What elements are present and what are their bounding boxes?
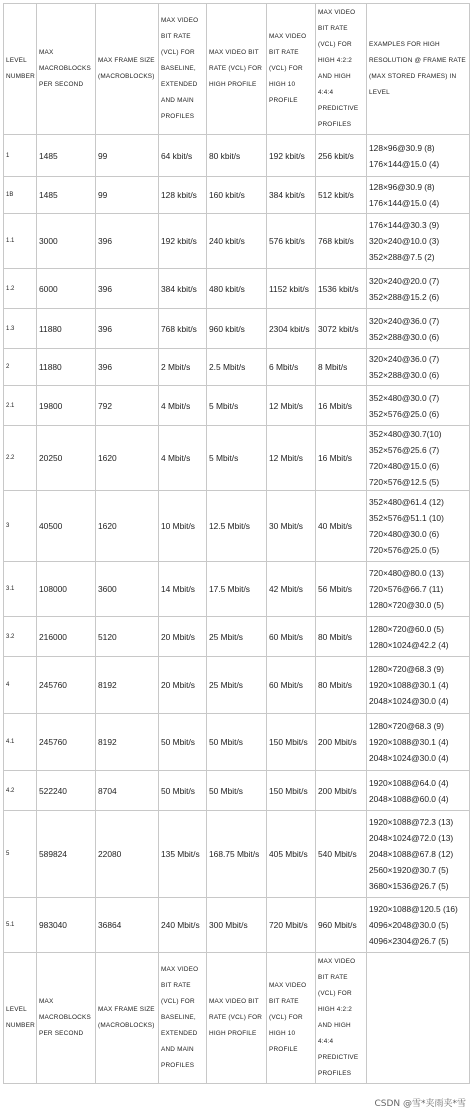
cell-base: 384 kbit/s — [159, 269, 207, 309]
cell-base: 2 Mbit/s — [159, 349, 207, 386]
cell-high422: 960 Mbit/s — [316, 898, 367, 953]
cell-high422: 256 kbit/s — [316, 135, 367, 177]
footer-header-row — [4, 953, 470, 1084]
cell-high: 5 Mbit/s — [207, 426, 267, 491]
cell-frame: 22080 — [96, 811, 159, 898]
example-line: 720×576@12.5 (5) — [369, 477, 440, 487]
cell-level: 1 — [4, 135, 37, 177]
cell-high: 168.75 Mbit/s — [207, 811, 267, 898]
cell-high: 25 Mbit/s — [207, 617, 267, 657]
cell-high10: 150 Mbit/s — [267, 771, 316, 811]
cell-level: 2 — [4, 349, 37, 386]
header-max-frame-size: MAX FRAME SIZE (MACROBLOCKS) — [96, 4, 159, 135]
footer-max-macroblocks: MAX MACROBLOCKS PER SECOND — [37, 953, 96, 1084]
cell-base: 135 Mbit/s — [159, 811, 207, 898]
example-line: 720×480@80.0 (13) — [369, 568, 444, 578]
cell-base: 64 kbit/s — [159, 135, 207, 177]
header-bitrate-high: MAX VIDEO BIT RATE (VCL) FOR HIGH PROFILE — [207, 4, 267, 135]
cell-frame: 396 — [96, 214, 159, 269]
table-row — [4, 386, 470, 426]
cell-high: 25 Mbit/s — [207, 657, 267, 714]
h264-levels-table — [3, 3, 470, 1084]
table-row — [4, 214, 470, 269]
cell-level: 1.3 — [4, 309, 37, 349]
header-row — [4, 4, 470, 135]
cell-level: 2.2 — [4, 426, 37, 491]
cell-mbps: 245760 — [37, 657, 96, 714]
cell-examples — [367, 617, 470, 657]
cell-mbps: 983040 — [37, 898, 96, 953]
cell-high: 160 kbit/s — [207, 177, 267, 214]
header-bitrate-baseline: MAX VIDEO BIT RATE (VCL) FOR BASELINE, EXTENDED AND MAIN PROFILES — [159, 4, 207, 135]
cell-high: 50 Mbit/s — [207, 771, 267, 811]
example-line: 352×480@30.0 (7) — [369, 392, 440, 403]
cell-level: 3 — [4, 491, 37, 562]
cell-high: 50 Mbit/s — [207, 714, 267, 771]
cell-level: 2.1 — [4, 386, 37, 426]
cell-examples — [367, 349, 470, 386]
cell-high: 5 Mbit/s — [207, 386, 267, 426]
example-line: 352×288@30.0 (6) — [369, 370, 440, 380]
header-bitrate-high422: MAX VIDEO BIT RATE (VCL) FOR HIGH 4:2:2 AND HIGH 4:4:4 PREDICTIVE PROFILES — [316, 4, 367, 135]
cell-examples — [367, 309, 470, 349]
cell-base: 50 Mbit/s — [159, 771, 207, 811]
example-line: 1280×1024@42.2 (4) — [369, 639, 449, 650]
cell-frame: 8192 — [96, 657, 159, 714]
cell-level: 4.1 — [4, 714, 37, 771]
cell-examples — [367, 811, 470, 898]
cell-high10: 60 Mbit/s — [267, 617, 316, 657]
cell-mbps: 11880 — [37, 349, 96, 386]
cell-base: 128 kbit/s — [159, 177, 207, 214]
cell-examples — [367, 269, 470, 309]
example-line: 1280×720@60.0 (5) — [369, 623, 444, 634]
example-line: 176×144@15.0 (4) — [369, 198, 440, 208]
table-row — [4, 657, 470, 714]
example-line: 1920×1088@30.1 (4) — [369, 680, 449, 690]
cell-mbps: 3000 — [37, 214, 96, 269]
table-row — [4, 349, 470, 386]
cell-high10: 720 Mbit/s — [267, 898, 316, 953]
example-line: 2048×1088@60.0 (4) — [369, 793, 449, 804]
cell-level: 1B — [4, 177, 37, 214]
example-line: 1920×1088@30.1 (4) — [369, 737, 449, 747]
table-row — [4, 771, 470, 811]
cell-base: 768 kbit/s — [159, 309, 207, 349]
cell-high422: 80 Mbit/s — [316, 657, 367, 714]
cell-high422: 56 Mbit/s — [316, 562, 367, 617]
cell-high: 240 kbit/s — [207, 214, 267, 269]
cell-high422: 540 Mbit/s — [316, 811, 367, 898]
cell-high422: 80 Mbit/s — [316, 617, 367, 657]
cell-high: 480 kbit/s — [207, 269, 267, 309]
table-row — [4, 309, 470, 349]
cell-level: 4 — [4, 657, 37, 714]
example-line: 1920×1088@64.0 (4) — [369, 777, 449, 788]
cell-frame: 3600 — [96, 562, 159, 617]
example-line: 1280×720@30.0 (5) — [369, 600, 444, 610]
cell-high422: 512 kbit/s — [316, 177, 367, 214]
cell-base: 4 Mbit/s — [159, 386, 207, 426]
header-bitrate-high10: MAX VIDEO BIT RATE (VCL) FOR HIGH 10 PROFILE — [267, 4, 316, 135]
cell-high: 300 Mbit/s — [207, 898, 267, 953]
cell-high422: 3072 kbit/s — [316, 309, 367, 349]
table-row — [4, 426, 470, 491]
example-line: 2048×1024@30.0 (4) — [369, 696, 449, 706]
footer-bitrate-baseline: MAX VIDEO BIT RATE (VCL) FOR BASELINE, EXTENDED AND MAIN PROFILES — [159, 953, 207, 1084]
cell-mbps: 1485 — [37, 177, 96, 214]
example-line: 4096×2048@30.0 (5) — [369, 920, 449, 930]
example-line: 352×576@25.6 (7) — [369, 445, 440, 455]
table-row — [4, 177, 470, 214]
example-line: 2048×1024@30.0 (4) — [369, 753, 449, 763]
cell-high: 960 kbit/s — [207, 309, 267, 349]
example-line: 128×96@30.9 (8) — [369, 182, 435, 192]
example-line: 352×576@25.0 (6) — [369, 408, 440, 419]
cell-mbps: 216000 — [37, 617, 96, 657]
cell-level: 5 — [4, 811, 37, 898]
cell-high: 12.5 Mbit/s — [207, 491, 267, 562]
example-line: 128×96@30.9 (8) — [369, 142, 435, 153]
cell-frame: 396 — [96, 349, 159, 386]
cell-high422: 16 Mbit/s — [316, 426, 367, 491]
watermark: CSDN @雪*夹雨夹*雪 — [374, 1099, 466, 1109]
cell-frame: 1620 — [96, 491, 159, 562]
cell-high10: 12 Mbit/s — [267, 386, 316, 426]
cell-frame: 99 — [96, 135, 159, 177]
cell-frame: 36864 — [96, 898, 159, 953]
cell-mbps: 245760 — [37, 714, 96, 771]
example-line: 320×240@10.0 (3) — [369, 236, 440, 246]
cell-frame: 8192 — [96, 714, 159, 771]
footer-bitrate-high422: MAX VIDEO BIT RATE (VCL) FOR HIGH 4:2:2 AND HIGH 4:4:4 PREDICTIVE PROFILES — [316, 953, 367, 1084]
example-line: 2048×1088@67.8 (12) — [369, 849, 454, 859]
example-line: 1920×1088@72.3 (13) — [369, 817, 454, 827]
cell-high422: 200 Mbit/s — [316, 771, 367, 811]
table-row — [4, 491, 470, 562]
table-row — [4, 562, 470, 617]
cell-base: 192 kbit/s — [159, 214, 207, 269]
cell-high422: 1536 kbit/s — [316, 269, 367, 309]
example-line: 320×240@36.0 (7) — [369, 315, 440, 326]
example-line: 352×288@7.5 (2) — [369, 252, 435, 262]
cell-examples — [367, 657, 470, 714]
cell-high: 80 kbit/s — [207, 135, 267, 177]
footer-empty-cell — [367, 953, 470, 1084]
cell-mbps: 1485 — [37, 135, 96, 177]
cell-high10: 384 kbit/s — [267, 177, 316, 214]
cell-mbps: 11880 — [37, 309, 96, 349]
example-line: 352×480@30.7(10) — [369, 429, 442, 439]
cell-high422: 40 Mbit/s — [316, 491, 367, 562]
footer-level-number: LEVEL NUMBER — [4, 953, 37, 1084]
cell-high10: 576 kbit/s — [267, 214, 316, 269]
table-row — [4, 811, 470, 898]
cell-base: 4 Mbit/s — [159, 426, 207, 491]
example-line: 1920×1088@120.5 (16) — [369, 904, 458, 914]
example-line: 4096×2304@26.7 (5) — [369, 936, 449, 946]
cell-frame: 8704 — [96, 771, 159, 811]
table-row — [4, 714, 470, 771]
cell-level: 1.2 — [4, 269, 37, 309]
cell-high: 2.5 Mbit/s — [207, 349, 267, 386]
example-line: 352×288@15.2 (6) — [369, 291, 440, 302]
cell-high10: 42 Mbit/s — [267, 562, 316, 617]
example-line: 1280×720@68.3 (9) — [369, 664, 444, 674]
cell-level: 1.1 — [4, 214, 37, 269]
table-row — [4, 269, 470, 309]
cell-high10: 60 Mbit/s — [267, 657, 316, 714]
cell-mbps: 589824 — [37, 811, 96, 898]
cell-base: 50 Mbit/s — [159, 714, 207, 771]
example-line: 352×480@61.4 (12) — [369, 497, 444, 507]
cell-high10: 1152 kbit/s — [267, 269, 316, 309]
example-line: 3680×1536@26.7 (5) — [369, 881, 449, 891]
cell-high10: 2304 kbit/s — [267, 309, 316, 349]
cell-high: 17.5 Mbit/s — [207, 562, 267, 617]
cell-mbps: 6000 — [37, 269, 96, 309]
cell-base: 10 Mbit/s — [159, 491, 207, 562]
cell-level: 3.2 — [4, 617, 37, 657]
cell-mbps: 19800 — [37, 386, 96, 426]
table-row — [4, 617, 470, 657]
example-line: 720×480@30.0 (6) — [369, 529, 440, 539]
cell-frame: 99 — [96, 177, 159, 214]
cell-base: 14 Mbit/s — [159, 562, 207, 617]
cell-mbps: 522240 — [37, 771, 96, 811]
header-examples: EXAMPLES FOR HIGH RESOLUTION @ FRAME RATE (MAX STORED FRAMES) IN LEVEL — [367, 4, 470, 135]
header-max-macroblocks: MAX MACROBLOCKS PER SECOND — [37, 4, 96, 135]
cell-examples — [367, 177, 470, 214]
example-line: 720×576@66.7 (11) — [369, 584, 444, 594]
example-line: 2048×1024@72.0 (13) — [369, 833, 454, 843]
header-level-number: LEVEL NUMBER — [4, 4, 37, 135]
example-line: 2560×1920@30.7 (5) — [369, 865, 449, 875]
cell-examples — [367, 491, 470, 562]
footer-bitrate-high: MAX VIDEO BIT RATE (VCL) FOR HIGH PROFILE — [207, 953, 267, 1084]
cell-base: 20 Mbit/s — [159, 617, 207, 657]
footer-bitrate-high10: MAX VIDEO BIT RATE (VCL) FOR HIGH 10 PROFILE — [267, 953, 316, 1084]
cell-high422: 8 Mbit/s — [316, 349, 367, 386]
cell-level: 4.2 — [4, 771, 37, 811]
cell-level: 3.1 — [4, 562, 37, 617]
cell-mbps: 20250 — [37, 426, 96, 491]
example-line: 352×288@30.0 (6) — [369, 331, 440, 342]
example-line: 176×144@15.0 (4) — [369, 158, 440, 169]
table-row — [4, 898, 470, 953]
footer-max-frame-size: MAX FRAME SIZE (MACROBLOCKS) — [96, 953, 159, 1084]
cell-high10: 405 Mbit/s — [267, 811, 316, 898]
cell-high10: 30 Mbit/s — [267, 491, 316, 562]
cell-frame: 1620 — [96, 426, 159, 491]
cell-high422: 200 Mbit/s — [316, 714, 367, 771]
cell-examples — [367, 771, 470, 811]
cell-level: 5.1 — [4, 898, 37, 953]
cell-examples — [367, 562, 470, 617]
cell-base: 240 Mbit/s — [159, 898, 207, 953]
cell-base: 20 Mbit/s — [159, 657, 207, 714]
cell-examples — [367, 426, 470, 491]
cell-high10: 12 Mbit/s — [267, 426, 316, 491]
cell-examples — [367, 135, 470, 177]
example-line: 720×480@15.0 (6) — [369, 461, 440, 471]
example-line: 352×576@51.1 (10) — [369, 513, 444, 523]
table-body — [4, 135, 470, 953]
cell-frame: 396 — [96, 309, 159, 349]
cell-high422: 16 Mbit/s — [316, 386, 367, 426]
example-line: 320×240@20.0 (7) — [369, 275, 440, 286]
cell-high10: 6 Mbit/s — [267, 349, 316, 386]
cell-examples — [367, 386, 470, 426]
example-line: 320×240@36.0 (7) — [369, 354, 440, 364]
cell-examples — [367, 714, 470, 771]
cell-frame: 5120 — [96, 617, 159, 657]
example-line: 1280×720@68.3 (9) — [369, 721, 444, 731]
cell-mbps: 40500 — [37, 491, 96, 562]
cell-high422: 768 kbit/s — [316, 214, 367, 269]
cell-examples — [367, 214, 470, 269]
cell-high10: 192 kbit/s — [267, 135, 316, 177]
cell-high10: 150 Mbit/s — [267, 714, 316, 771]
table-row — [4, 135, 470, 177]
example-line: 176×144@30.3 (9) — [369, 220, 440, 230]
cell-frame: 396 — [96, 269, 159, 309]
cell-examples — [367, 898, 470, 953]
example-line: 720×576@25.0 (5) — [369, 545, 440, 555]
cell-frame: 792 — [96, 386, 159, 426]
cell-mbps: 108000 — [37, 562, 96, 617]
